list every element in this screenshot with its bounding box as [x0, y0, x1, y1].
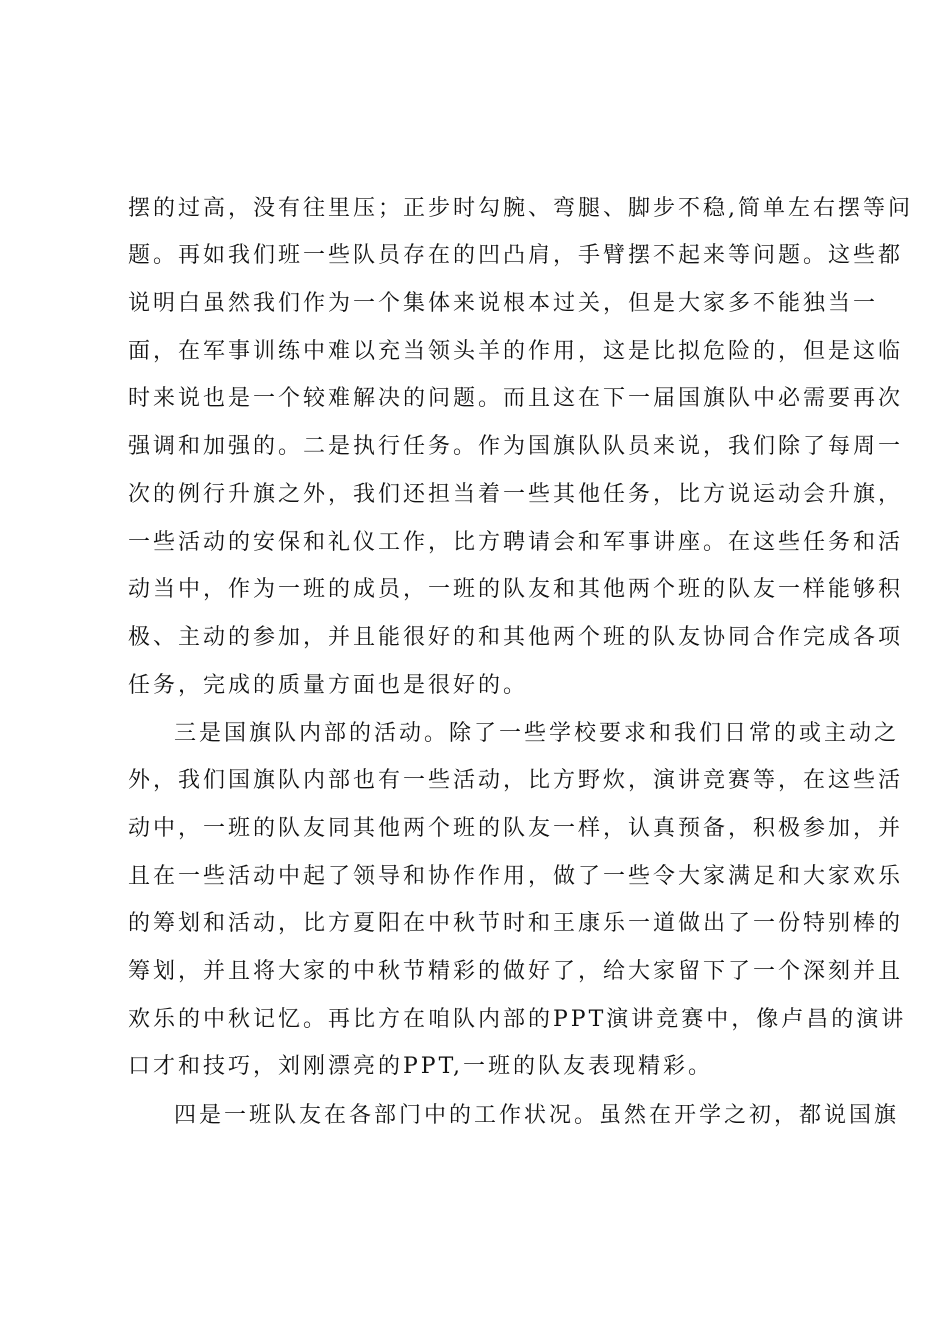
- text-line: 外，我们国旗队内部也有一些活动，比方野炊，演讲竞赛等，在这些活: [128, 768, 904, 793]
- text-line: 口才和技巧，刘刚漂亮的PPT,一班的队友表现精彩。: [128, 1054, 714, 1079]
- text-line: 摆的过高，没有往里压；正步时勾腕、弯腿、脚步不稳,简单左右摆等问: [128, 196, 913, 221]
- text-line: 极、主动的参加，并且能很好的和其他两个班的队友协同合作完成各项: [128, 625, 904, 650]
- text-line: 任务，完成的质量方面也是很好的。: [128, 673, 529, 698]
- text-line: 次的例行升旗之外，我们还担当着一些其他任务，比方说运动会升旗，: [128, 482, 904, 507]
- text-line: 的筹划和活动，比方夏阳在中秋节时和王康乐一道做出了一份特别棒的: [128, 911, 904, 936]
- paragraph-first-line: 三是国旗队内部的活动。除了一些学校要求和我们日常的或主动之: [174, 721, 900, 746]
- text-line: 面，在军事训练中难以充当领头羊的作用，这是比拟危险的，但是这临: [128, 339, 904, 364]
- text-line: 欢乐的中秋记忆。再比方在咱队内部的PPT演讲竞赛中，像卢昌的演讲: [128, 1007, 907, 1032]
- text-line: 且在一些活动中起了领导和协作作用，做了一些令大家满足和大家欢乐: [128, 864, 904, 889]
- text-line: 题。再如我们班一些队员存在的凹凸肩，手臂摆不起来等问题。这些都: [128, 243, 904, 268]
- text-line: 强调和加强的。二是执行任务。作为国旗队队员来说，我们除了每周一: [128, 434, 904, 459]
- text-line: 时来说也是一个较难解决的问题。而且这在下一届国旗队中必需要再次: [128, 386, 904, 411]
- text-line: 动中，一班的队友同其他两个班的队友一样，认真预备，积极参加，并: [128, 816, 904, 841]
- text-line: 说明白虽然我们作为一个集体来说根本过关，但是大家多不能独当一: [128, 291, 879, 316]
- text-line: 动当中，作为一班的成员，一班的队友和其他两个班的队友一样能够积: [128, 577, 904, 602]
- text-line: 一些活动的安保和礼仪工作，比方聘请会和军事讲座。在这些任务和活: [128, 530, 904, 555]
- paragraph-first-line: 四是一班队友在各部门中的工作状况。虽然在开学之初，都说国旗: [174, 1103, 900, 1128]
- text-line: 筹划，并且将大家的中秋节精彩的做好了，给大家留下了一个深刻并且: [128, 959, 904, 984]
